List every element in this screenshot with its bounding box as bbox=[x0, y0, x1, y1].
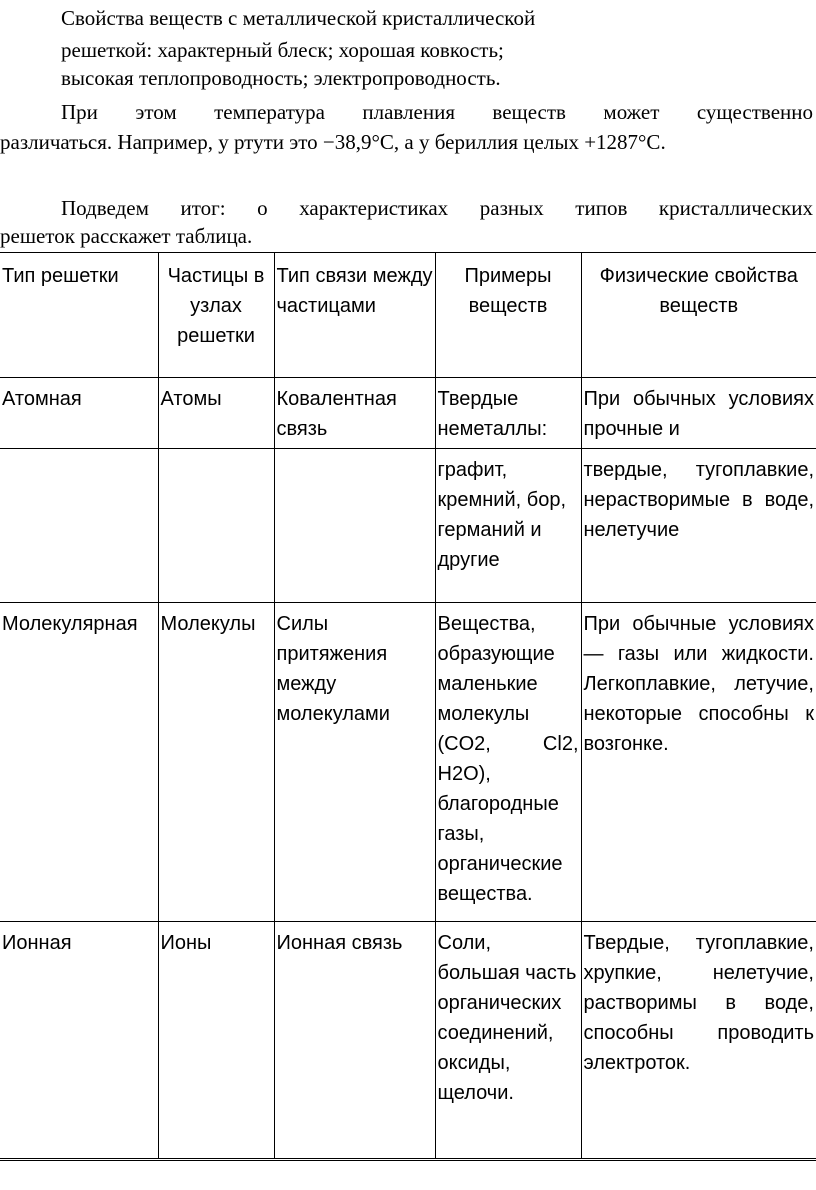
table-cell: Ионная bbox=[0, 922, 158, 1159]
table-row bbox=[0, 449, 816, 603]
table-cell: твердые, тугоплавкие, нерастворимые в воде, нелетучие bbox=[581, 449, 816, 603]
table-cell: Твердые, тугоплавкие, хрупкие, нелетучие, растворимы в воде, способны проводить электроток. bbox=[581, 922, 816, 1159]
table-cell: Соли, большая часть органических соединений, оксиды, щелочи. bbox=[435, 922, 581, 1159]
table-cell: Ионы bbox=[158, 922, 274, 1159]
table-cell: Ионная связь bbox=[274, 922, 435, 1159]
table-row bbox=[0, 603, 816, 922]
table-row bbox=[0, 922, 816, 1159]
table-cell bbox=[0, 449, 158, 603]
paragraph-summary-line-1: Подведем итог: о характеристиках разных типов кристаллических bbox=[61, 196, 813, 220]
table-cell: Молекулы bbox=[158, 603, 274, 922]
table-cell: Силы притяжения между молекулами bbox=[274, 603, 435, 922]
header-lattice-type: Тип решетки bbox=[0, 253, 158, 378]
paragraph-summary-line-2: решеток расскажет таблица. bbox=[0, 224, 253, 248]
table-cell bbox=[158, 449, 274, 603]
table-cell: Вещества, образующие маленькие молекулы (CO2, Cl2, H2O), благородные газы, органические вещества. bbox=[435, 603, 581, 922]
table-cell: Молекулярная bbox=[0, 603, 158, 922]
header-properties: Физические свойства веществ bbox=[581, 253, 816, 378]
header-particles: Частицы в узлах решетки bbox=[158, 253, 274, 378]
intro-line-1: Свойства веществ с металлической кристаллической bbox=[61, 6, 536, 30]
table-cell bbox=[274, 449, 435, 603]
table-bottom-rule bbox=[0, 1160, 816, 1161]
table-row bbox=[0, 378, 816, 449]
table-cell: При обычные условиях — газы или жидкости. Легкоплавкие, летучие, некоторые способны к возгонке. bbox=[581, 603, 816, 922]
intro-line-3: высокая теплопроводность; электропроводность. bbox=[61, 66, 501, 90]
intro-line-2: решеткой: характерный блеск; хорошая ковкость; bbox=[61, 38, 504, 62]
header-bond-type: Тип связи между частицами bbox=[274, 253, 435, 378]
paragraph-melting-line-1: При этом температура плавления веществ может существенно bbox=[61, 100, 813, 124]
table-cell: Ковалентная связь bbox=[274, 378, 435, 449]
table-header-row bbox=[0, 253, 816, 378]
table-cell: При обычных условиях прочные и bbox=[581, 378, 816, 449]
table-cell: Атомная bbox=[0, 378, 158, 449]
table-cell: Твердые неметаллы: bbox=[435, 378, 581, 449]
header-examples: Примеры веществ bbox=[435, 253, 581, 378]
lattice-types-table bbox=[0, 252, 816, 1159]
table-cell: Атомы bbox=[158, 378, 274, 449]
table-cell: графит, кремний, бор, германий и другие bbox=[435, 449, 581, 603]
paragraph-melting-line-2: различаться. Например, у ртути это −38,9°С, а у бериллия целых +1287°С. bbox=[0, 130, 666, 154]
